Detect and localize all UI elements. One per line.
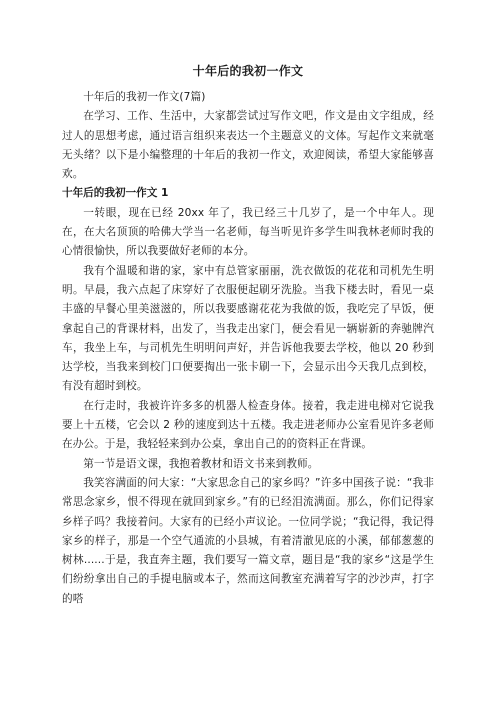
document-subtitle: 十年后的我初一作文(7篇) <box>83 91 206 103</box>
section-heading: 十年后的我初一作文 1 <box>62 187 169 200</box>
body-paragraph: 一转眼，现在已经 20xx 年了，我已经三十几岁了，是一个中年人。现在，在大名顶顶的哈佛大学当一名老师，每当听见许多学生叫我林老师时我的心情很愉快，所以我要做好老师的本分。 <box>62 206 434 258</box>
document-title: 十年后的我初一作文 <box>192 64 304 78</box>
body-paragraph: 我笑容满面的问大家：“大家思念自己的家乡吗？”许多中国孩子说：“我非常思念家乡，恨不得现在就回到家乡。”有的已经泪流满面。那么，你们记得家乡样子吗？我接着问。大家有的已经小声议论。一位同学说；“我记得，我记得家乡的样子，那是一个空气通流的小县城，有着清澈见底的小溪，郁郁葱葱的树林......于是，我直奔主题，我们要写一篇文章，题目是“我的家乡“这是学生们纷纷拿出自己的手提电脑或本子，然而这间教室充满着写字的沙沙声，打字的嗒 <box>62 476 434 605</box>
body-paragraph: 我有个温暖和谐的家，家中有总管家丽丽，洗衣做饭的花花和司机先生明明。早晨，我六点起了床穿好了衣服便起刷牙洗脸。当我下楼去时，看见一桌丰盛的早餐心里美滋滋的，所以我要感谢花花为我做的饭，我吃完了早饭，便拿起自己的背课材料，出发了，当我走出家门，便会看见一辆崭新的奔驰牌汽车，我坐上车，与司机先生明明问声好，并告诉他我要去学校，他以 20 秒到达学校，当我来到校门口便要掏出一张卡刷一下，会显示出今天我几点到校，有没有超时到校。 <box>62 264 434 393</box>
document-page <box>62 62 434 609</box>
intro-paragraph: 在学习、工作、生活中，大家都尝试过写作文吧，作文是由文字组成，经过人的思想考虑，通过语言组织来表达一个主题意义的文体。写起作文来就毫无头绪？以下是小编整理的十年后的我初一作文，欢迎阅读，希望大家能够喜欢。 <box>62 110 434 181</box>
body-paragraph: 在行走时，我被许许多多的机器人检查身体。接着，我走进电梯对它说我要上十五楼，它会以 2 秒的速度到达十五楼。我走进老师办公室看见许多老师在办公。于是，我轻轻来到办公桌，拿出自己的的资料正在背课。 <box>62 399 434 451</box>
body-paragraph: 第一节是语文课，我抱着教材和语文书来到教师。 <box>83 457 319 470</box>
